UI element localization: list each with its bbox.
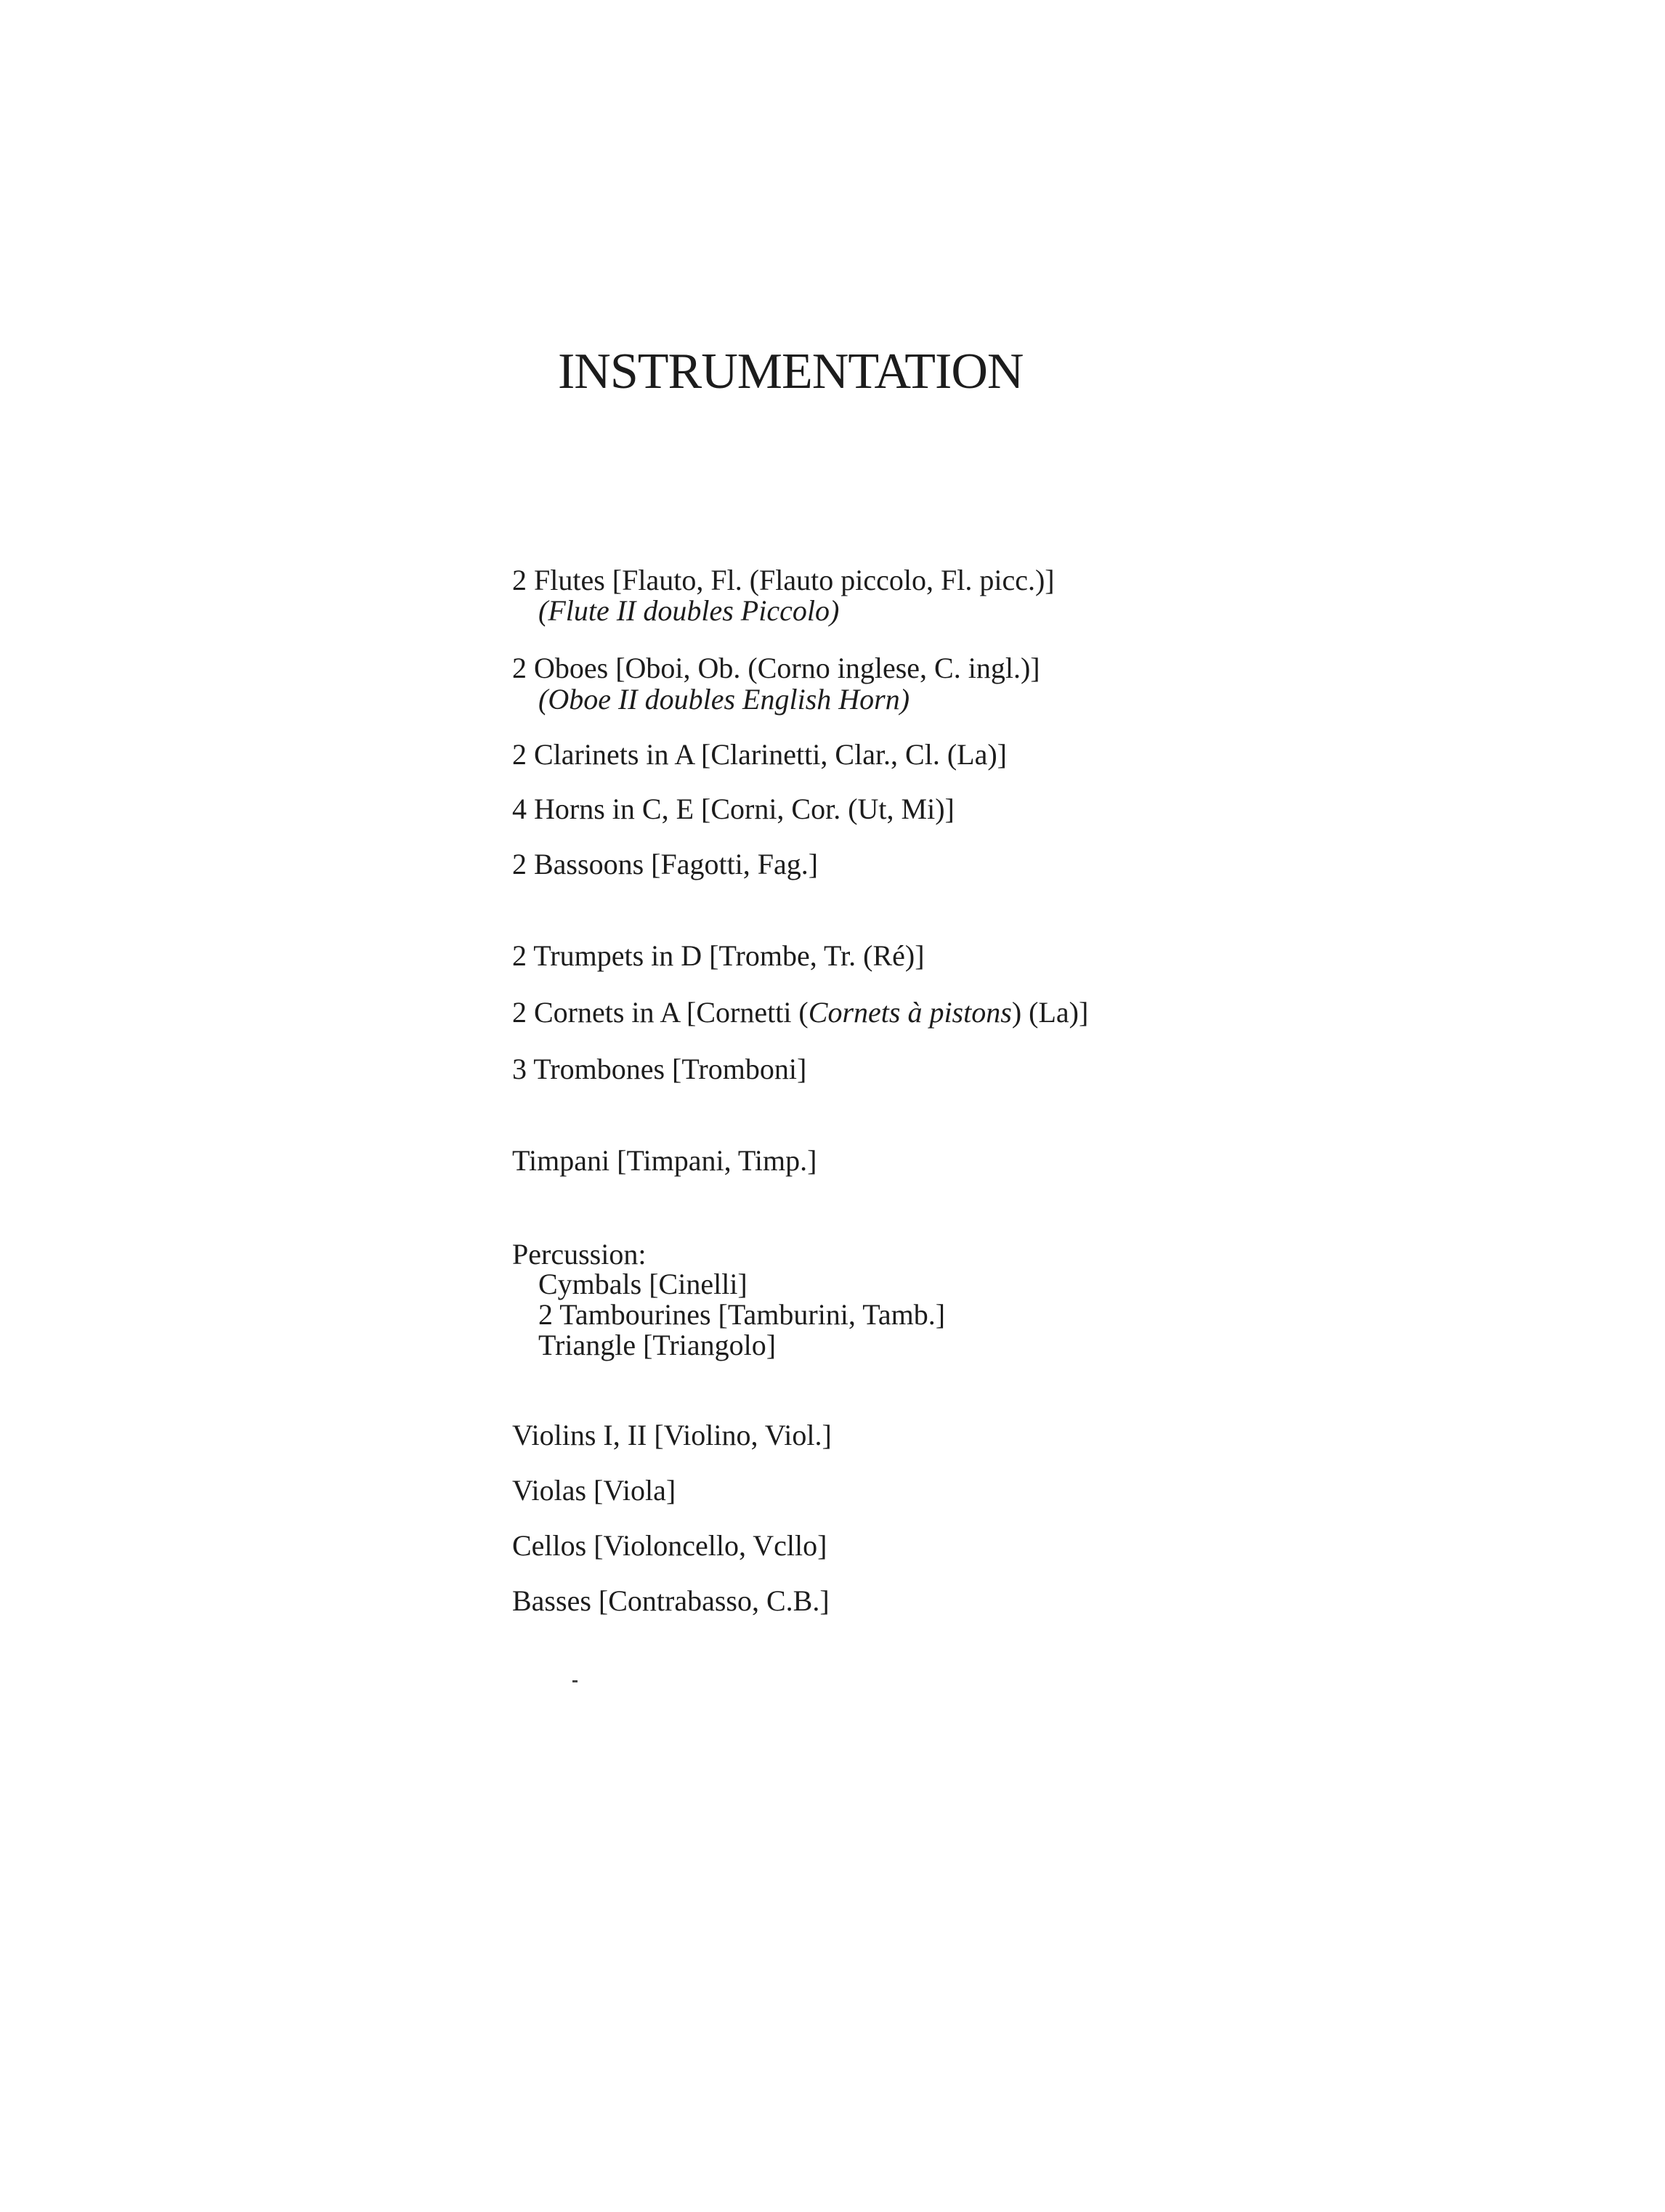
entry-timpani: Timpani [Timpani, Timp.] xyxy=(512,1144,817,1177)
entry-oboes-text: 2 Oboes [Oboi, Ob. (Corno inglese, C. ingl.)] xyxy=(512,652,1040,684)
page-title: INSTRUMENTATION xyxy=(558,344,1024,400)
entry-percussion-item-triangle: Triangle [Triangolo] xyxy=(538,1329,777,1361)
entry-cellos: Cellos [Violoncello, Vcllo] xyxy=(512,1529,827,1562)
entry-percussion-heading: Percussion: xyxy=(512,1238,647,1271)
entry-cornets-italic: Cornets à pistons xyxy=(808,996,1012,1029)
scan-speck xyxy=(572,1680,578,1682)
entry-flutes-text: 2 Flutes [Flauto, Fl. (Flauto piccolo, Fl. picc.)] xyxy=(512,564,1055,596)
entry-bassoons: 2 Bassoons [Fagotti, Fag.] xyxy=(512,848,819,880)
entry-basses: Basses [Contrabasso, C.B.] xyxy=(512,1584,830,1617)
entry-flutes xyxy=(512,563,1055,598)
entry-trumpets: 2 Trumpets in D [Trombe, Tr. (Ré)] xyxy=(512,939,925,972)
entry-percussion-item-tambourines: 2 Tambourines [Tamburini, Tamb.] xyxy=(538,1298,946,1331)
entry-oboes xyxy=(512,651,1040,686)
entry-clarinets: 2 Clarinets in A [Clarinetti, Clar., Cl. (La)] xyxy=(512,738,1007,771)
entry-violins: Violins I, II [Violino, Viol.] xyxy=(512,1419,832,1451)
entry-cornets-before: 2 Cornets in A [Cornetti ( xyxy=(512,996,809,1029)
entry-percussion-item-cymbals: Cymbals [Cinelli] xyxy=(538,1268,748,1300)
entry-flutes-note: (Flute II doubles Piccolo) xyxy=(538,594,840,627)
entry-violas: Violas [Viola] xyxy=(512,1474,676,1507)
entry-oboes-note: (Oboe II doubles English Horn) xyxy=(538,683,910,716)
entry-cornets xyxy=(512,995,1088,1030)
entry-trombones: 3 Trombones [Tromboni] xyxy=(512,1053,807,1085)
entry-cornets-after: ) (La)] xyxy=(1011,996,1089,1029)
entry-horns: 4 Horns in C, E [Corni, Cor. (Ut, Mi)] xyxy=(512,793,955,825)
